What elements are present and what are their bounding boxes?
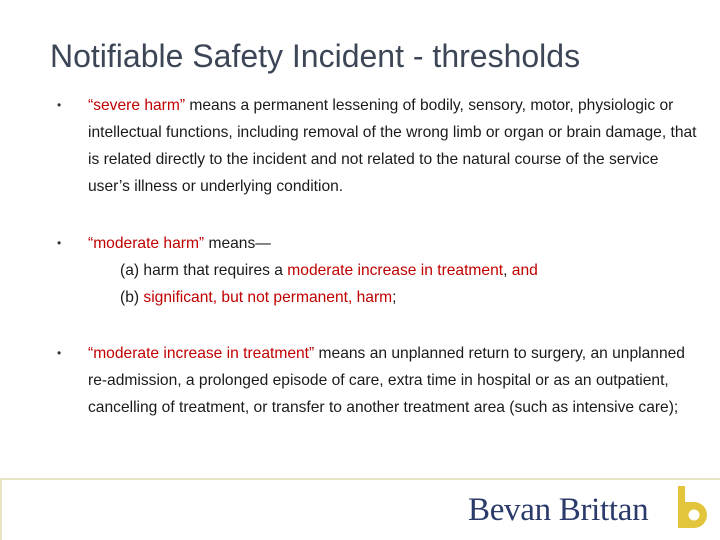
sub-item-text: (a) harm that requires a <box>120 262 288 279</box>
list-item <box>50 230 700 311</box>
logo-mark-icon <box>672 486 712 530</box>
footer-divider <box>0 478 720 480</box>
separator-text: ; <box>392 289 397 306</box>
sub-item-b <box>88 284 700 311</box>
bullet-list <box>50 92 700 421</box>
bullet-dot-icon: • <box>57 236 62 250</box>
definition-text: means an unplanned return to surgery, an unplanned re-admission, a prolonged episode of care, extra time in hospital or as an outpatient, cancelling of treatment, or transfer to another treatment area (such as intensive care); <box>88 345 685 416</box>
definition-text: means— <box>204 235 271 252</box>
bullet-dot-icon: • <box>57 346 62 360</box>
term-moderate-increase: “moderate increase in treatment” <box>88 345 315 362</box>
term-moderate-harm: “moderate harm” <box>88 235 205 252</box>
separator-text: , <box>503 262 512 279</box>
page-title: Notifiable Safety Incident - thresholds <box>50 38 581 74</box>
term-severe-harm: “severe harm” <box>88 97 186 114</box>
list-item <box>50 340 700 421</box>
highlight-text: moderate increase in treatment <box>287 262 504 279</box>
definition-text: means a permanent lessening of bodily, sensory, motor, physiologic or intellectual functions, including removal of the wrong limb or organ or brain damage, that is related directly to the incident and not related to the natural course of the service user’s illness or underlying condition. <box>88 97 697 195</box>
logo-text: Bevan Brittan <box>468 492 649 528</box>
bullet-dot-icon: • <box>57 98 62 112</box>
footer-divider-left <box>0 478 2 540</box>
sub-item-text: (b) <box>120 289 144 306</box>
highlight-text: and <box>511 262 538 279</box>
highlight-text: significant, but not permanent, harm <box>143 289 393 306</box>
list-item <box>50 92 700 200</box>
sub-item-a <box>88 257 700 284</box>
